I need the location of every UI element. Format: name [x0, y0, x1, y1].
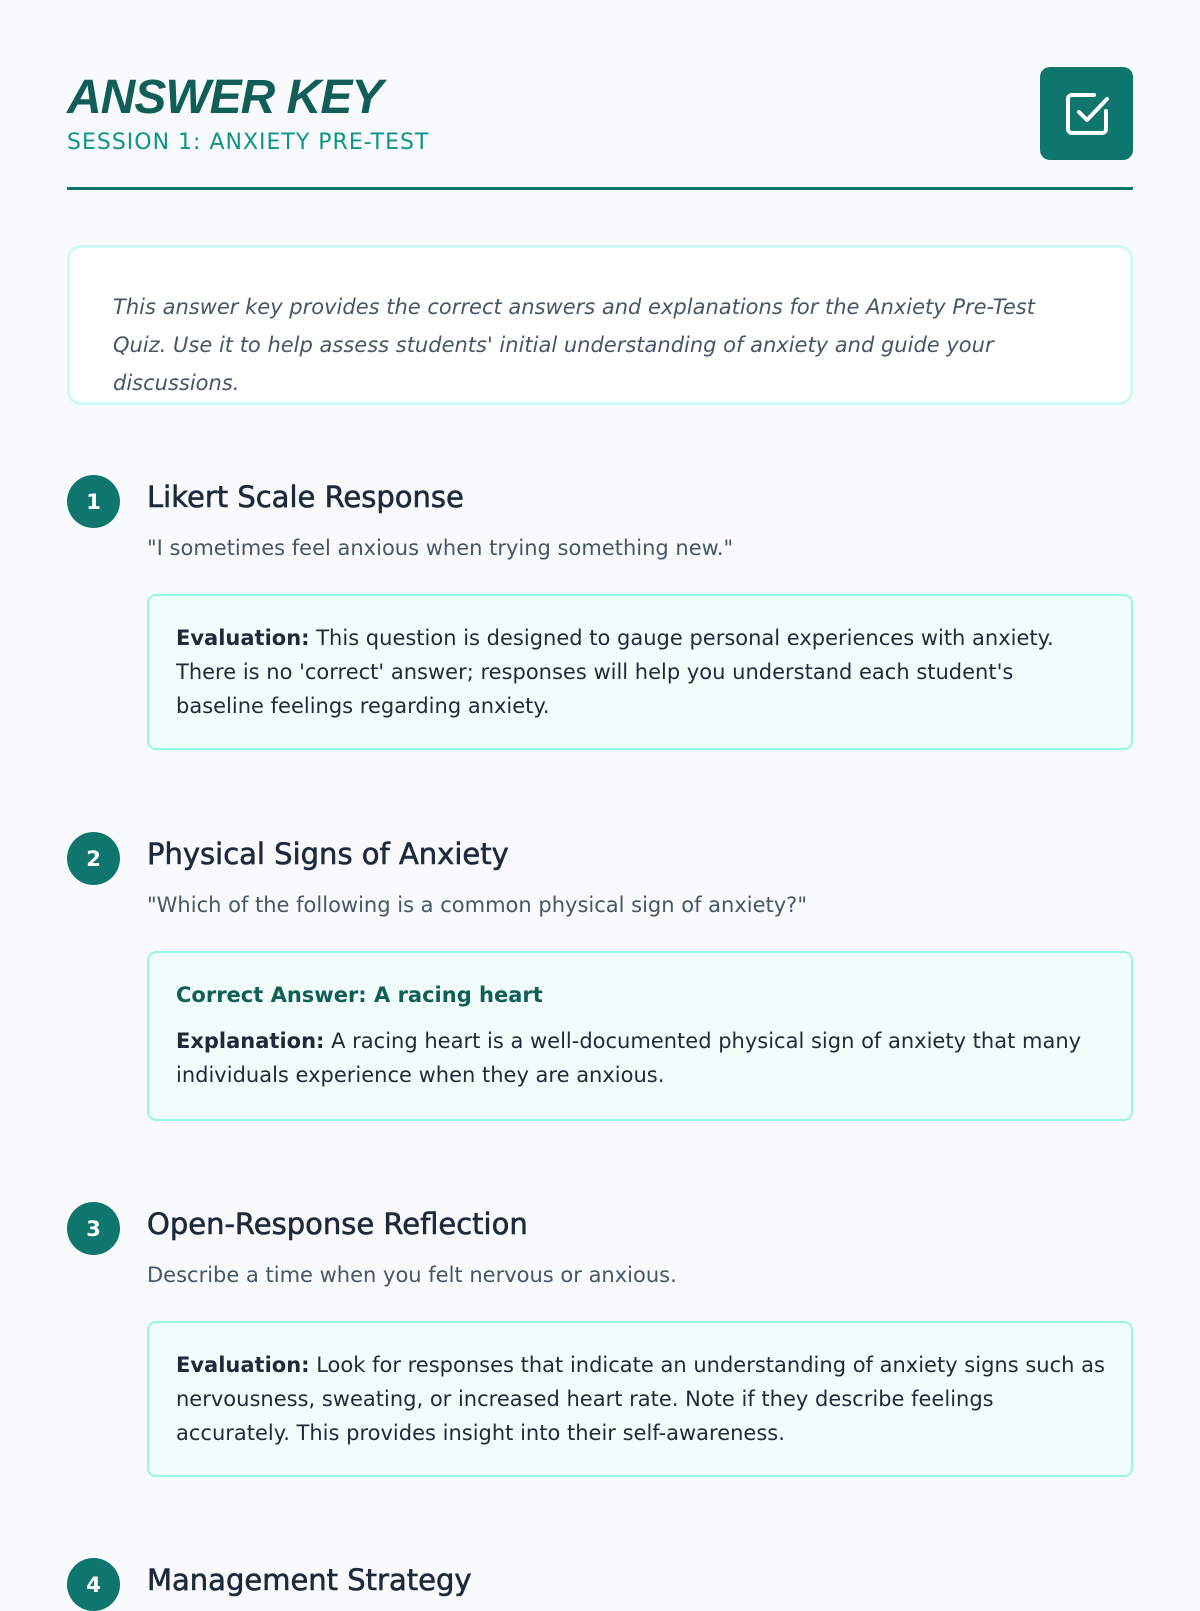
- checkbox-icon: [1040, 67, 1133, 160]
- evaluation-label: Evaluation:: [176, 626, 310, 650]
- explanation-label: Explanation:: [176, 1029, 325, 1053]
- question-title: Physical Signs of Anxiety: [147, 837, 509, 871]
- question-title: Open-Response Reflection: [147, 1207, 528, 1241]
- page-title: ANSWER KEY: [67, 71, 383, 124]
- page-subtitle: SESSION 1: ANXIETY PRE-TEST: [67, 130, 430, 155]
- question-number-badge: 2: [67, 832, 120, 885]
- explanation-text: A racing heart is a well-documented physical sign of anxiety that many individuals experience when they are anxious.: [176, 1029, 1082, 1087]
- check-square-icon: [1062, 89, 1112, 139]
- evaluation-label: Evaluation:: [176, 1353, 310, 1377]
- question-number-badge: 3: [67, 1202, 120, 1255]
- evaluation-box: [147, 1321, 1133, 1477]
- question-prompt: "Which of the following is a common physical sign of anxiety?": [147, 893, 807, 917]
- evaluation-text: This question is designed to gauge personal experiences with anxiety. There is no 'correct' answer; responses will help you understand each student's baseline feelings regarding anxiety.: [176, 626, 1054, 718]
- evaluation-box: [147, 594, 1133, 750]
- explanation-text-block: [176, 1024, 1105, 1092]
- question-prompt: "I sometimes feel anxious when trying something new.": [147, 536, 734, 560]
- intro-box: [67, 245, 1133, 405]
- question-number-badge: 4: [67, 1558, 120, 1611]
- evaluation-text: Look for responses that indicate an understanding of anxiety signs such as nervousness, sweating, or increased heart rate. Note if they describe feelings accurately. This provides insight into their self-awareness.: [176, 1353, 1105, 1445]
- question-title: Likert Scale Response: [147, 480, 464, 514]
- question-title: Management Strategy: [147, 1563, 472, 1597]
- answer-box: [147, 951, 1133, 1121]
- page-header: [67, 0, 1133, 190]
- question-prompt: Describe a time when you felt nervous or anxious.: [147, 1263, 677, 1287]
- question-number-badge: 1: [67, 475, 120, 528]
- intro-text: This answer key provides the correct answers and explanations for the Anxiety Pre-Test Quiz. Use it to help assess students' initial understanding of anxiety and guide your discussions.: [113, 295, 1035, 395]
- correct-answer: Correct Answer: A racing heart: [176, 983, 543, 1007]
- answer-key-page: [67, 0, 1133, 1597]
